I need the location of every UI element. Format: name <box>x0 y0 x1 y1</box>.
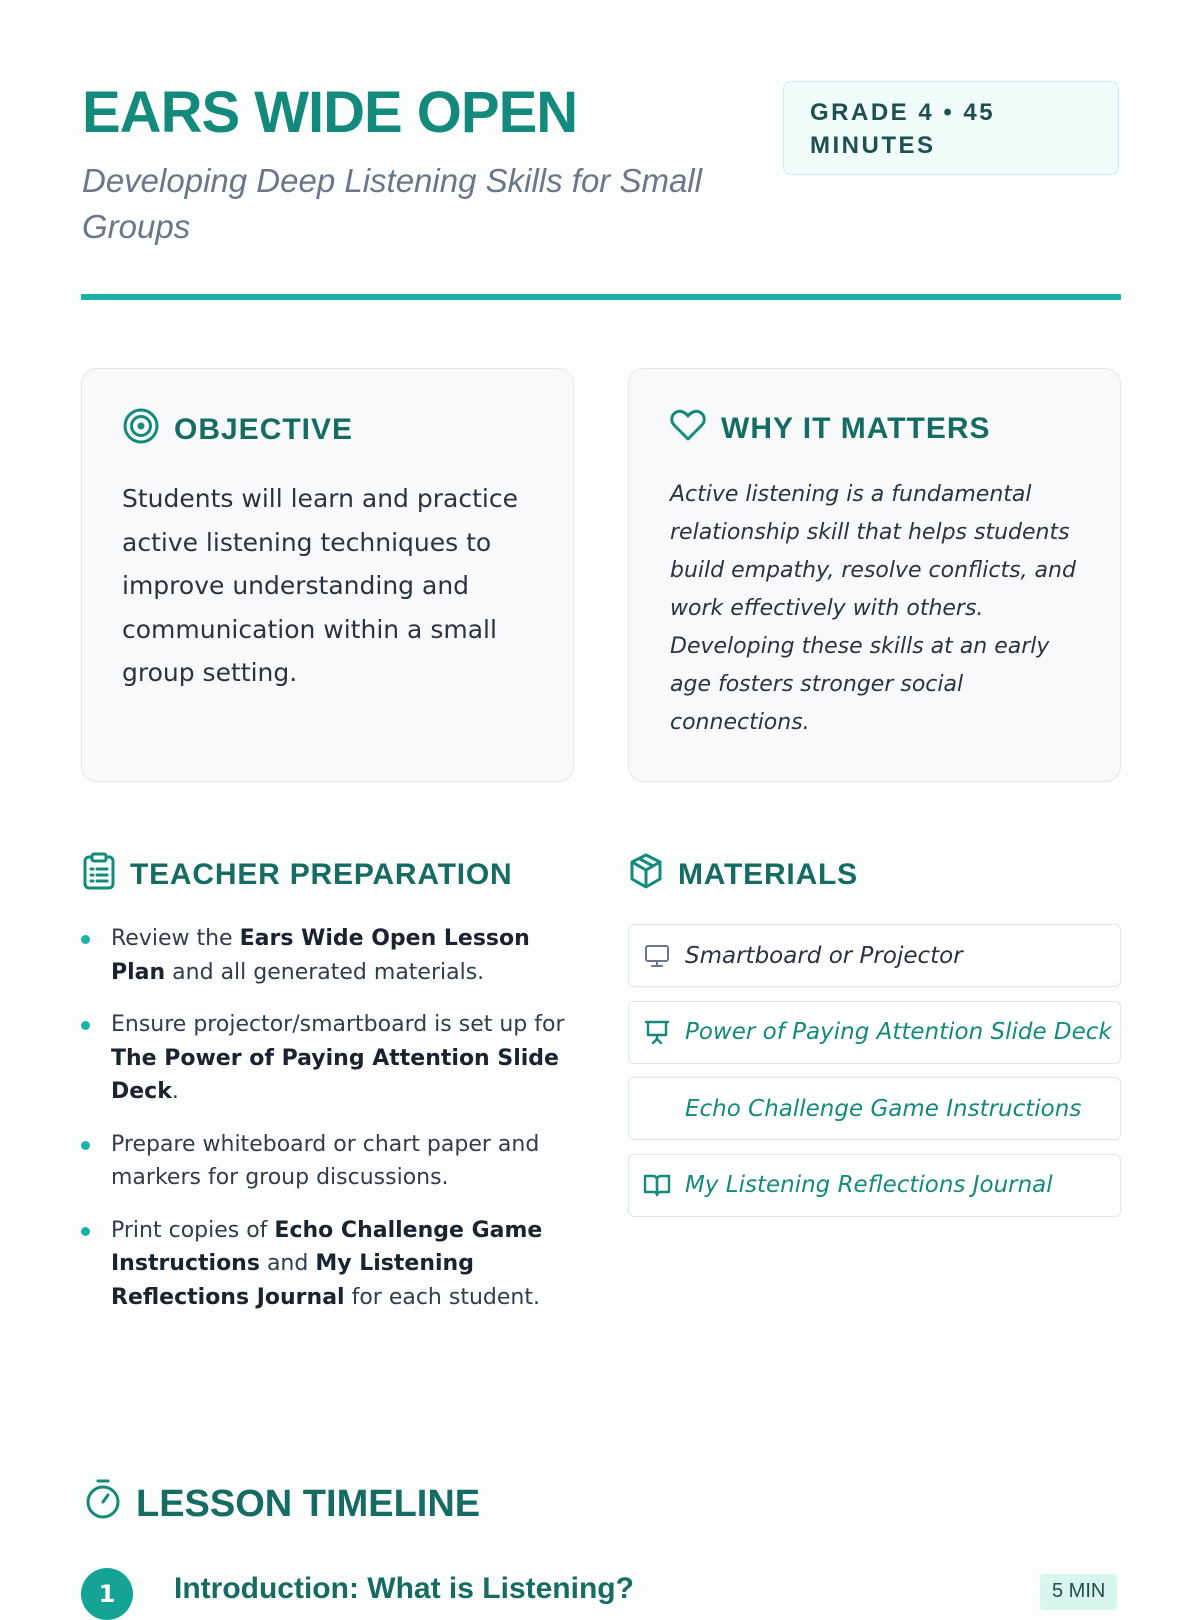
page-subtitle: Developing Deep Listening Skills for Small Groups <box>82 162 702 245</box>
lesson-timeline-heading-row <box>84 1478 480 1530</box>
clipboard-icon <box>82 852 116 898</box>
target-icon <box>122 407 160 453</box>
prep-list-item <box>80 1128 570 1195</box>
why-text: Active listening is a fundamental relationship skill that helps students build empathy, resolve conflicts, and work effectively with others. Developing these skills at an early age fosters stronger social connections. <box>670 482 1076 735</box>
material-link[interactable]: Power of Paying Attention Slide Deck <box>685 1019 1112 1045</box>
why-it-matters-card <box>628 368 1121 782</box>
teacher-prep-list <box>80 922 570 1333</box>
monitor-icon <box>643 942 671 970</box>
timer-icon <box>84 1478 122 1530</box>
prep-item-text: for each student. <box>344 1284 540 1310</box>
material-item <box>628 924 1121 987</box>
objective-card <box>81 368 574 782</box>
material-link[interactable]: Echo Challenge Game Instructions <box>685 1095 1082 1122</box>
header-divider <box>81 294 1121 300</box>
material-item[interactable] <box>628 1077 1121 1140</box>
objective-heading: OBJECTIVE <box>174 413 354 446</box>
materials-heading-row <box>628 852 858 898</box>
package-icon <box>628 852 664 898</box>
objective-heading-row <box>122 407 353 453</box>
blank-icon <box>643 1095 671 1123</box>
material-link[interactable]: My Listening Reflections Journal <box>685 1172 1053 1198</box>
objective-text: Students will learn and practice active listening techniques to improve understanding and communication within a small group setting. <box>122 484 518 687</box>
why-heading: WHY IT MATTERS <box>721 412 991 445</box>
materials-heading: MATERIALS <box>678 858 858 891</box>
teacher-prep-heading: TEACHER PREPARATION <box>130 858 513 891</box>
prep-item-bold-text: My Listening Reflections Journal <box>111 1251 474 1310</box>
prep-list-item <box>80 922 570 989</box>
prep-item-text: . <box>171 1079 179 1104</box>
step-duration-badge: 5 MIN <box>1040 1574 1117 1610</box>
material-item[interactable] <box>628 1154 1121 1217</box>
prep-item-bold-text: Echo Challenge Game Instructions <box>111 1217 543 1276</box>
presentation-icon <box>643 1018 671 1046</box>
grade-duration-badge: GRADE 4 • 45 MINUTES <box>783 81 1119 175</box>
page-title: EARS WIDE OPEN <box>82 80 578 145</box>
lesson-timeline-heading: LESSON TIMELINE <box>136 1482 481 1525</box>
materials-list <box>628 924 1121 1230</box>
step-title: Introduction: What is Listening? <box>174 1572 634 1605</box>
prep-item-text: Prepare whiteboard or chart paper and markers for group discussions. <box>111 1131 540 1190</box>
book-open-icon <box>643 1171 671 1199</box>
material-label: Smartboard or Projector <box>685 942 963 969</box>
prep-list-item <box>80 1008 570 1109</box>
heart-icon <box>669 407 707 451</box>
prep-item-text: and <box>259 1251 316 1276</box>
prep-item-text: Print copies of <box>111 1217 275 1243</box>
why-heading-row <box>669 407 991 451</box>
teacher-prep-heading-row <box>82 852 512 898</box>
prep-item-text: Ensure projector/smartboard is set up for <box>111 1012 565 1037</box>
material-item[interactable] <box>628 1001 1121 1064</box>
prep-item-bold-text: The Power of Paying Attention Slide Deck <box>111 1045 559 1104</box>
prep-item-text: and all generated materials. <box>165 959 485 985</box>
prep-item-bold-text: Ears Wide Open Lesson Plan <box>111 926 530 985</box>
step-number-badge: 1 <box>81 1568 133 1620</box>
prep-list-item <box>80 1214 570 1315</box>
prep-item-text: Review the <box>111 926 240 951</box>
